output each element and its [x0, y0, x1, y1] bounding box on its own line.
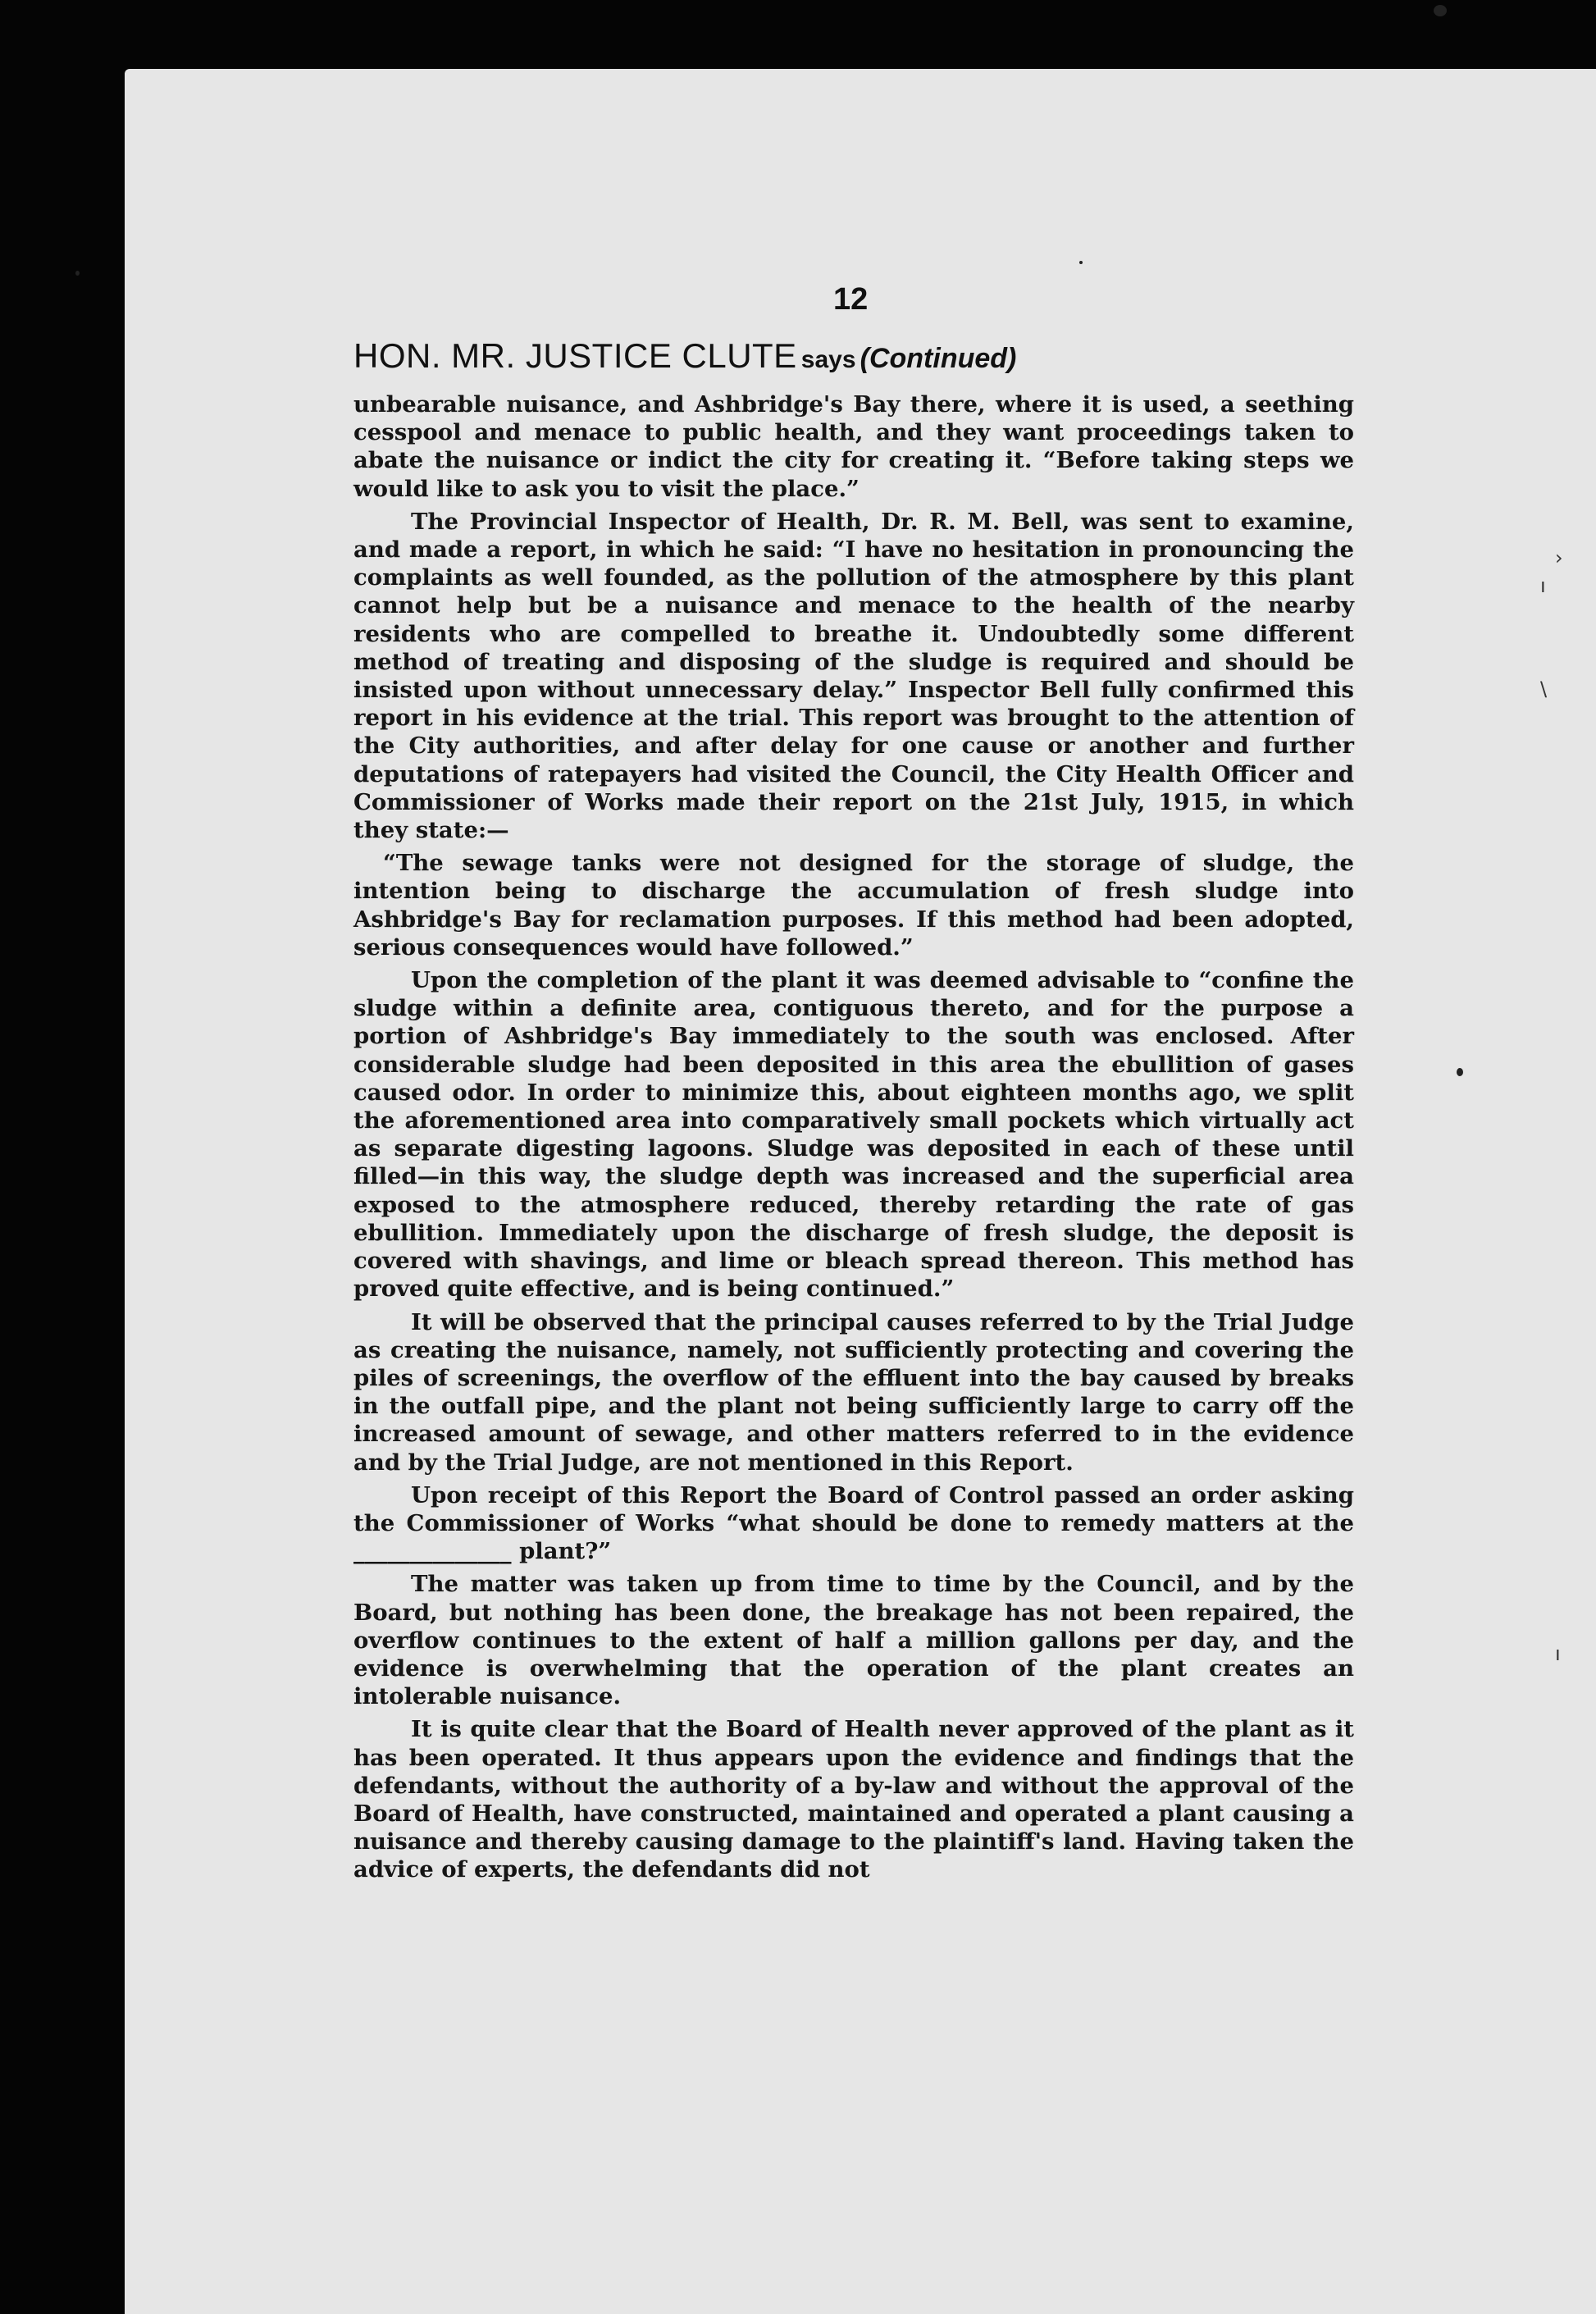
- paragraph: Upon the completion of the plant it was deemed advisable to “confine the sludge within a definite area, contiguous thereto, and for the purpose a portion of Ashbridge's Bay immediately to the south was enclosed. After considerable sludge had been deposited in this area the ebullition of gases caused odor. In order to minimize this, about eighteen months ago, we split the aforementioned area into comparatively small pockets which virtually act as separate digesting lagoons. Sludge was deposited in each of these until filled—in this way, the sludge depth was increased and the superficial area exposed to the atmosphere reduced, thereby retarding the rate of gas ebullition. Immediately upon the discharge of fresh sludge, the deposit is covered with shavings, and lime or bleach spread thereon. This method has proved quite effective, and is being continued.”: [353, 967, 1354, 1303]
- paragraph: It is quite clear that the Board of Health never approved of the plant as it has been operated. It thus appears upon the evidence and findings that the defendants, without the authority of a by-law and without the approval of the Board of Health, have constructed, maintained and operated a plant causing a nuisance and thereby causing damage to the plaintiff's land. Having taken the advice of experts, the defendants did not: [353, 1716, 1354, 1883]
- paragraph: unbearable nuisance, and Ashbridge's Bay there, where it is used, a seething cesspool and menace to public health, and they want proceedings taken to abate the nuisance or indict the city for creating it. “Before taking steps we would like to ask you to visit the place.”: [353, 391, 1354, 502]
- body-text: [353, 390, 1354, 1889]
- running-head-says: says: [800, 346, 856, 373]
- scan-speck: [1434, 5, 1447, 16]
- running-head: [353, 336, 1420, 376]
- running-head-continued: (Continued): [860, 343, 1017, 374]
- scan-speck: [1079, 261, 1083, 264]
- page-number: 12: [833, 282, 869, 317]
- paragraph: The Provincial Inspector of Health, Dr. R. M. Bell, was sent to examine, and made a report, in which he said: “I have no hesitation in pronouncing the complaints as well founded, as the pollution of the atmosphere by this plant cannot help but be a nuisance and menace to the health of the nearby residents who are compelled to breathe it. Undoubtedly some different method of treating and disposing of the sludge is required and should be insisted upon without unnecessary delay.” Inspector Bell fully confirmed this report in his evidence at the trial. This report was brought to the attention of the City authorities, and after delay for one cause or another and further deputations of ratepayers had visited the Council, the City Health Officer and Commissioner of Works made their report on the 21st July, 1915, in which they state:—: [353, 508, 1354, 844]
- scan-speck: [1457, 1068, 1463, 1076]
- margin-mark: ›: [1555, 546, 1563, 569]
- quoted-paragraph: “The sewage tanks were not designed for the storage of sludge, the intention being to discharge the accumulation of fresh sludge into Ashbridge's Bay for reclamation purposes. If this method had been adopted, serious consequences would have followed.”: [353, 850, 1354, 961]
- margin-mark: \: [1540, 678, 1548, 701]
- paragraph: It will be observed that the principal causes referred to by the Trial Judge as creating the nuisance, namely, not sufficiently protecting and covering the piles of screenings, the overflow of the effluent into the bay caused by breaks in the outfall pipe, and the plant not being sufficiently large to carry off the increased amount of sewage, and other matters referred to in the evidence and by the Trial Judge, are not mentioned in this Report.: [353, 1308, 1354, 1476]
- paragraph: Upon receipt of this Report the Board of Control passed an order asking the Commissioner of Works “what should be done to remedy matters at the ______________ plant?”: [353, 1481, 1354, 1565]
- margin-mark: ı: [1540, 574, 1546, 597]
- margin-mark: ı: [1555, 1642, 1561, 1665]
- paragraph: The matter was taken up from time to time by the Council, and by the Board, but nothing has been done, the breakage has not been repaired, the overflow continues to the extent of half a million gallons per day, and the evidence is overwhelming that the operation of the plant creates an intolerable nuisance.: [353, 1571, 1354, 1710]
- scan-speck: [75, 271, 80, 276]
- running-head-name: HON. MR. JUSTICE CLUTE: [353, 336, 797, 375]
